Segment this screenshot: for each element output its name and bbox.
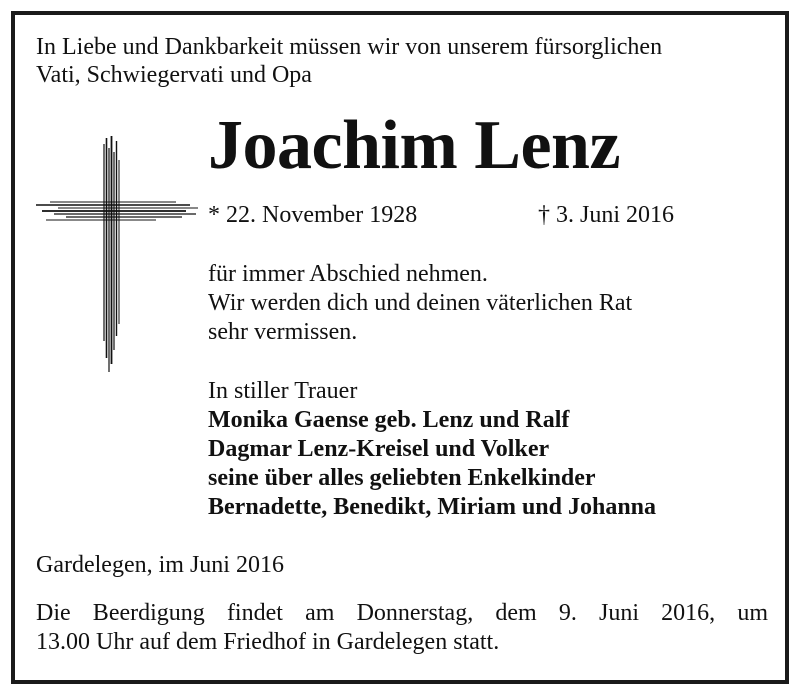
funeral-line-2: 13.00 Uhr auf dem Friedhof in Gardelegen statt. bbox=[36, 629, 500, 655]
intro-line-1: In Liebe und Dankbarkeit müssen wir von unserem fürsorglichen bbox=[36, 34, 663, 60]
mourner-line: Bernadette, Benedikt, Miriam und Johanna bbox=[208, 494, 657, 520]
funeral-notice bbox=[36, 599, 768, 657]
mourner-line: Monika Gaense geb. Lenz und Ralf bbox=[208, 407, 570, 433]
farewell-line: sehr vermissen. bbox=[208, 319, 358, 345]
funeral-line-1: Die Beerdigung findet am Donnerstag, dem 9. Juni 2016, um bbox=[36, 600, 768, 626]
mourners-list bbox=[208, 406, 656, 522]
deceased-name: Joachim Lenz bbox=[208, 107, 621, 184]
birth-date: * 22. November 1928 bbox=[208, 202, 418, 228]
intro-line-2: Vati, Schwiegervati und Opa bbox=[36, 62, 312, 88]
intro-text bbox=[36, 33, 776, 89]
place-date: Gardelegen, im Juni 2016 bbox=[36, 552, 284, 578]
mourner-line: Dagmar Lenz-Kreisel und Volker bbox=[208, 436, 550, 462]
farewell-text bbox=[208, 260, 632, 347]
death-date: † 3. Juni 2016 bbox=[538, 202, 675, 228]
farewell-line: Wir werden dich und deinen väterlichen Rat bbox=[208, 290, 633, 316]
cross-icon bbox=[36, 136, 198, 372]
farewell-line: für immer Abschied nehmen. bbox=[208, 261, 488, 287]
mourner-line: seine über alles geliebten Enkelkinder bbox=[208, 465, 596, 491]
mourning-label: In stiller Trauer bbox=[208, 378, 358, 404]
